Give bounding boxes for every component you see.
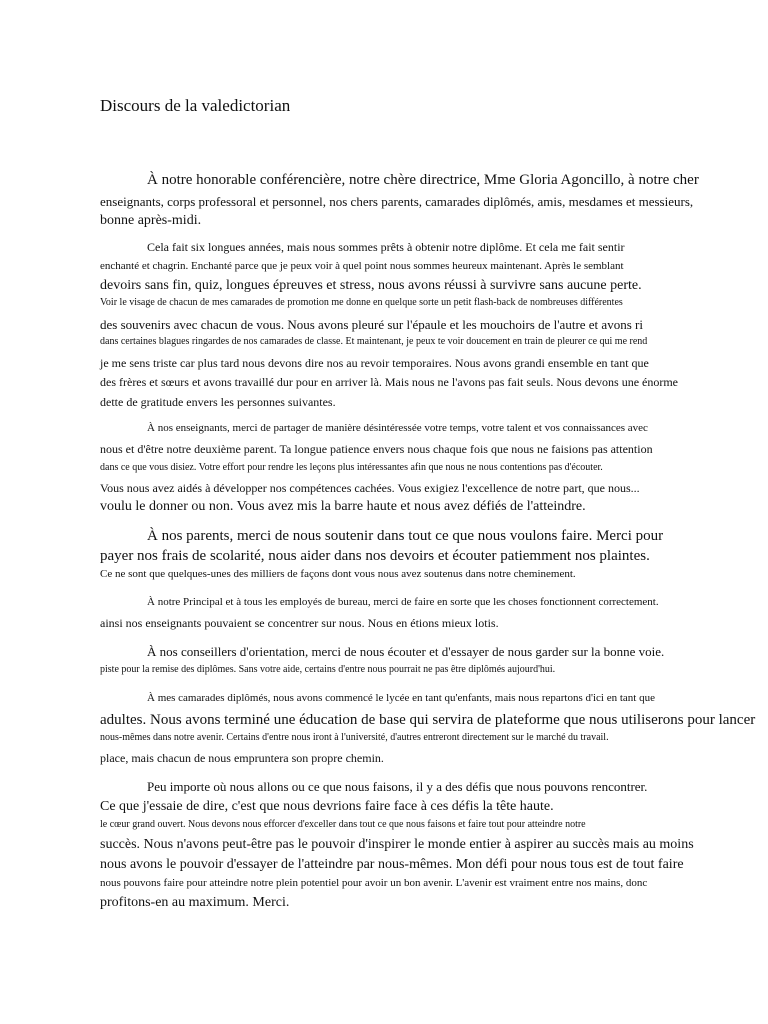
text-line: voulu le donner ou non. Vous avez mis la barre haute et nous avez défiés de l'atteindre.: [100, 499, 586, 514]
text-line: devoirs sans fin, quiz, longues épreuves et stress, nous avons réussi à survivre sans aucune perte.: [100, 278, 642, 293]
text-line: À nos parents, merci de nous soutenir dans tout ce que nous voulons faire. Merci pour: [147, 528, 664, 544]
text-line: enchanté et chagrin. Enchanté parce que je peux voir à quel point nous sommes heureux maintenant. Après le semblant: [100, 260, 624, 272]
text-line: ainsi nos enseignants pouvaient se concentrer sur nous. Nous en étions mieux lotis.: [100, 616, 499, 630]
text-line: succès. Nous n'avons peut-être pas le pouvoir d'inspirer le monde entier à aspirer au succès mais au moins: [100, 837, 694, 852]
text-line: Peu importe où nous allons ou ce que nous faisons, il y a des défis que nous pouvons rencontrer.: [147, 779, 648, 794]
document-title: Discours de la valedictorian: [100, 96, 291, 115]
text-line: payer nos frais de scolarité, nous aider dans nos devoirs et écouter patiemment nos plaintes.: [100, 548, 650, 564]
text-line: enseignants, corps professoral et personnel, nos chers parents, camarades diplômés, amis, mesdames et messieurs,: [100, 194, 694, 209]
text-line: nous-mêmes dans notre avenir. Certains d'entre nous iront à l'université, d'autres entreront directement sur le marché du travail.: [100, 732, 609, 743]
text-line: adultes. Nous avons terminé une éducation de base qui servira de plateforme que nous utiliserons pour lancer: [100, 712, 756, 728]
text-line: nous pouvons faire pour atteindre notre plein potentiel pour avoir un bon avenir. L'avenir est vraiment entre nos mains, donc: [100, 877, 648, 889]
text-line: À notre honorable conférencière, notre chère directrice, Mme Gloria Agoncillo, à notre cher: [147, 172, 699, 188]
text-line: place, mais chacun de nous empruntera son propre chemin.: [100, 751, 384, 765]
text-line: À nos enseignants, merci de partager de manière désintéressée votre temps, votre talent et vos connaissances avec: [147, 422, 648, 434]
text-line: Cela fait six longues années, mais nous sommes prêts à obtenir notre diplôme. Et cela me fait sentir: [147, 240, 625, 254]
text-line: des souvenirs avec chacun de vous. Nous avons pleuré sur l'épaule et les mouchoirs de l'autre et avons ri: [100, 317, 643, 332]
text-line: je me sens triste car plus tard nous devons dire nos au revoir temporaires. Nous avons grandi ensemble en tant que: [100, 356, 649, 370]
text-line: dette de gratitude envers les personnes suivantes.: [100, 395, 336, 409]
text-line: bonne après-midi.: [100, 213, 202, 228]
text-line: nous et d'être notre deuxième parent. Ta longue patience envers nous chaque fois que nous ne faisions pas attention: [100, 442, 653, 456]
text-line: le cœur grand ouvert. Nous devons nous efforcer d'exceller dans tout ce que nous faisons et faire tout pour atteindre notre: [100, 819, 586, 830]
text-line: nous avons le pouvoir d'essayer de l'atteindre par nous-mêmes. Mon défi pour nous tous est de tout faire: [100, 857, 684, 872]
text-line: des frères et sœurs et avons travaillé dur pour en arriver là. Mais nous ne l'avons pas fait seuls. Nous devons une énorme: [100, 375, 679, 389]
text-line: À mes camarades diplômés, nous avons commencé le lycée en tant qu'enfants, mais nous repartons d'ici en tant que: [147, 692, 655, 704]
text-line: piste pour la remise des diplômes. Sans votre aide, certains d'entre nous pourrait ne pas être diplômés aujourd'hui.: [100, 664, 556, 675]
text-line: dans ce que vous disiez. Votre effort pour rendre les leçons plus intéressantes afin que nous ne nous contentions pas d'écouter.: [100, 462, 603, 473]
text-line: profitons-en au maximum. Merci.: [100, 895, 290, 910]
text-line: Voir le visage de chacun de mes camarades de promotion me donne en quelque sorte un petit flash-back de nombreuses différentes: [100, 297, 623, 308]
text-line: Ce que j'essaie de dire, c'est que nous devrions faire face à ces défis la tête haute.: [100, 799, 554, 814]
text-line: Ce ne sont que quelques-unes des milliers de façons dont vous nous avez soutenus dans notre cheminement.: [100, 568, 576, 580]
text-line: À nos conseillers d'orientation, merci de nous écouter et d'essayer de nous garder sur la bonne voie.: [147, 644, 665, 659]
text-line: dans certaines blagues ringardes de nos camarades de classe. Et maintenant, je peux te voir doucement en train de pleurer ce qui me rend: [100, 336, 648, 347]
text-line: Vous nous avez aidés à développer nos compétences cachées. Vous exigiez l'excellence de notre part, que nous...: [100, 481, 640, 495]
text-line: À notre Principal et à tous les employés de bureau, merci de faire en sorte que les choses fonctionnent correctement.: [147, 596, 659, 608]
